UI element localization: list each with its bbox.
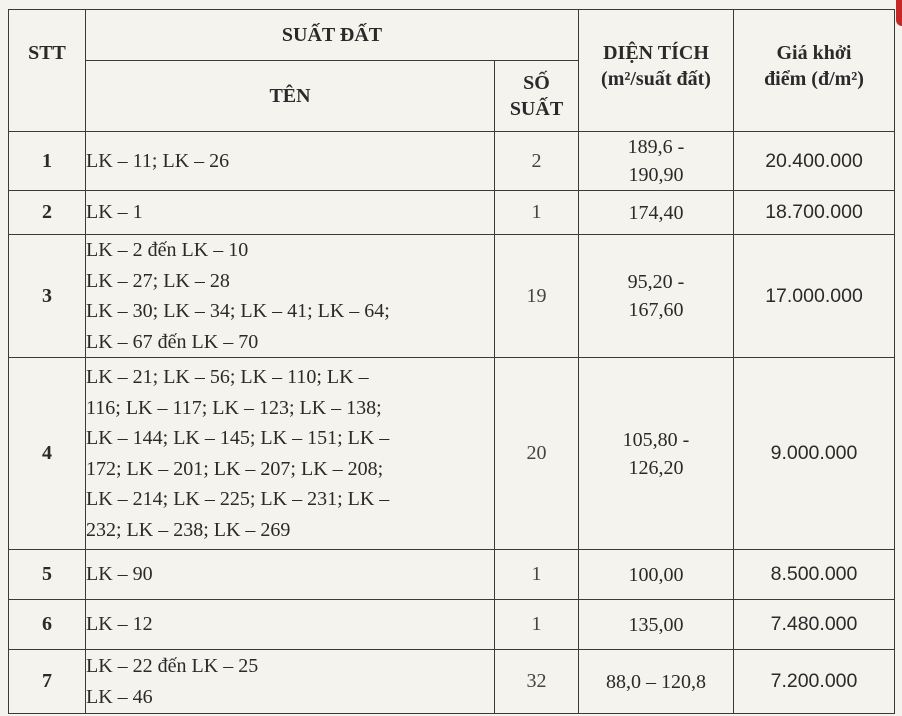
ten-line: LK – 214; LK – 225; LK – 231; LK – [86,488,390,510]
land-lot-table [8,9,895,714]
row-ten [86,235,495,358]
header-gia-khoi-diem [734,10,895,132]
ten-line: LK – 11; LK – 26 [86,149,230,172]
dien-tich-line: 190,90 [628,164,684,186]
table-row [9,600,895,650]
table-row [9,358,895,550]
row-so-suat: 32 [495,650,579,714]
table-row [9,550,895,600]
table-row [9,191,895,235]
row-dien-tich [579,650,734,714]
ten-line: LK – 46 [86,685,153,708]
dien-tich-line: 126,20 [628,456,684,479]
dien-tich-line: 88,0 – 120,8 [606,670,706,693]
row-ten [86,650,495,714]
ten-line: LK – 22 đến LK – 25 [86,655,259,677]
row-stt: 7 [9,650,86,714]
row-ten [86,550,495,600]
ten-line: LK – 2 đến LK – 10 [86,239,249,261]
header-gia-line1: Giá khởi [776,42,852,64]
row-dien-tich [579,358,734,550]
dien-tich-line: 100,00 [628,563,684,586]
header-stt: STT [9,10,86,132]
row-stt: 4 [9,358,86,550]
row-stt: 2 [9,191,86,235]
row-so-suat: 2 [495,132,579,191]
row-dien-tich [579,132,734,191]
ten-line: LK – 27; LK – 28 [86,269,230,292]
row-ten [86,358,495,550]
header-ten: TÊN [86,61,495,132]
row-so-suat: 1 [495,191,579,235]
header-so-suat: SỐ SUẤT [495,61,579,132]
row-gia: 17.000.000 [734,235,895,358]
row-gia: 7.480.000 [734,600,895,650]
red-edge-mark [896,0,902,26]
row-stt: 6 [9,600,86,650]
ten-line: 172; LK – 201; LK – 207; LK – 208; [86,457,384,480]
dien-tich-line: 135,00 [628,613,684,636]
dien-tich-line: 95,20 - [627,271,685,293]
ten-line: LK – 144; LK – 145; LK – 151; LK – [86,427,390,449]
row-so-suat: 1 [495,600,579,650]
row-so-suat: 1 [495,550,579,600]
ten-line: LK – 67 đến LK – 70 [86,330,259,353]
ten-line: LK – 90 [86,563,153,586]
table-row [9,650,895,714]
row-ten [86,132,495,191]
ten-line: 116; LK – 117; LK – 123; LK – 138; [86,396,382,419]
header-dien-tich [579,10,734,132]
row-dien-tich [579,600,734,650]
row-so-suat: 20 [495,358,579,550]
row-gia: 8.500.000 [734,550,895,600]
header-dien-tich-line1: DIỆN TÍCH [603,42,709,64]
row-ten [86,600,495,650]
row-gia: 9.000.000 [734,358,895,550]
dien-tich-line: 105,80 - [622,428,690,451]
row-dien-tich [579,191,734,235]
ten-line: LK – 21; LK – 56; LK – 110; LK – [86,366,369,388]
table-row [9,132,895,191]
header-dien-tich-line2: (m²/suất đất) [601,68,711,90]
row-ten [86,191,495,235]
ten-line: LK – 1 [86,201,143,224]
header-gia-line2: điểm (đ/m²) [764,68,864,90]
row-so-suat: 19 [495,235,579,358]
dien-tich-line: 174,40 [628,201,684,224]
dien-tich-line: 167,60 [628,299,684,321]
header-suat-dat: SUẤT ĐẤT [86,10,579,61]
row-stt: 3 [9,235,86,358]
dien-tich-line: 189,6 - [627,136,685,158]
row-gia: 20.400.000 [734,132,895,191]
row-dien-tich [579,235,734,358]
ten-line: LK – 30; LK – 34; LK – 41; LK – 64; [86,300,390,322]
row-gia: 18.700.000 [734,191,895,235]
ten-line: 232; LK – 238; LK – 269 [86,518,291,541]
row-stt: 5 [9,550,86,600]
row-gia: 7.200.000 [734,650,895,714]
table-row [9,235,895,358]
row-dien-tich [579,550,734,600]
ten-line: LK – 12 [86,613,153,636]
row-stt: 1 [9,132,86,191]
